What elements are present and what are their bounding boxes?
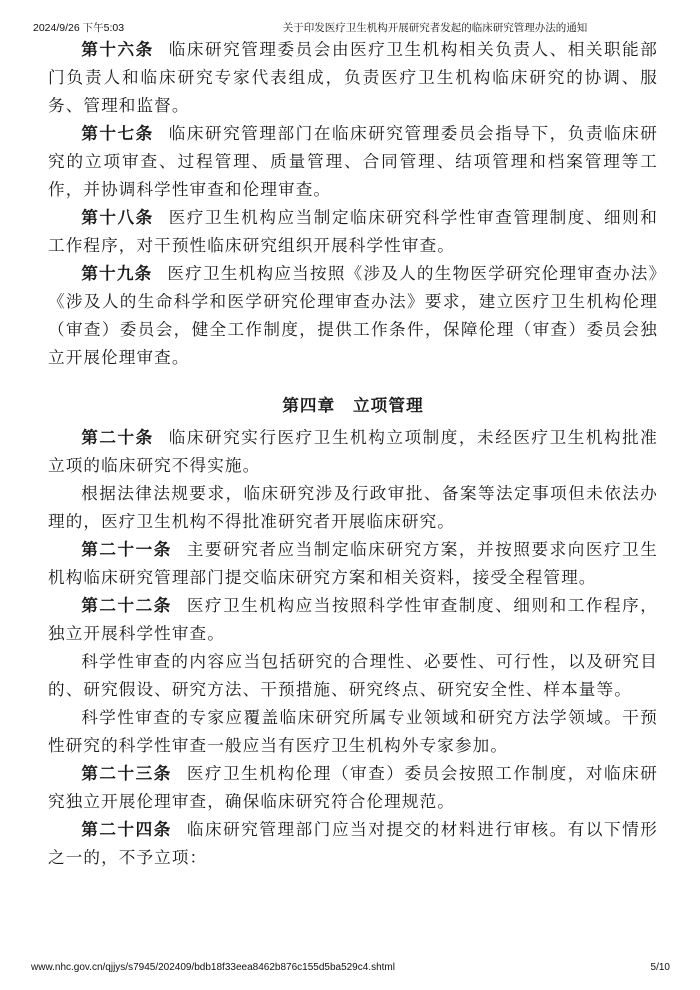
chapter-heading: 第四章 立项管理: [282, 396, 424, 415]
article-number: 第二十四条: [81, 820, 172, 839]
article-text: 医疗卫生机构应当按照科学性审查制度、细则和工作程序，独立开展科学性审查。: [48, 596, 658, 643]
body-paragraph: [48, 704, 658, 760]
print-datetime: 2024/9/26 下午5:03: [33, 22, 125, 34]
article-number: 第十八条: [81, 208, 154, 227]
print-header: [0, 0, 700, 34]
article-text: 主要研究者应当制定临床研究方案，并按照要求向医疗卫生机构临床研究管理部门提交临床研究方案和相关资料，接受全程管理。: [48, 540, 658, 587]
article-number: 第十九条: [81, 264, 153, 283]
article-paragraph: [48, 424, 658, 480]
body-paragraph: [48, 480, 658, 536]
article-number: 第二十三条: [81, 764, 172, 783]
page-url[interactable]: www.nhc.gov.cn/qjjys/s7945/202409/bdb18f33eea8462b876c155d5ba529c4.shtml: [31, 962, 395, 973]
article-paragraph: [48, 260, 658, 372]
article-paragraph: [48, 816, 658, 872]
article-paragraph: [48, 760, 658, 816]
article-number: 第二十条: [81, 428, 154, 447]
article-paragraph: [48, 36, 658, 120]
paragraph-text: 根据法律法规要求，临床研究涉及行政审批、备案等法定事项但未依法办理的，医疗卫生机构不得批准研究者开展临床研究。: [48, 484, 658, 531]
article-number: 第二十一条: [81, 540, 172, 559]
article-text: 医疗卫生机构伦理（审查）委员会按照工作制度，对临床研究独立开展伦理审查，确保临床研究符合伦理规范。: [48, 764, 658, 811]
article-paragraph: [48, 592, 658, 648]
article-text: 临床研究实行医疗卫生机构立项制度，未经医疗卫生机构批准立项的临床研究不得实施。: [48, 428, 658, 475]
print-footer: [0, 960, 700, 980]
article-paragraph: [48, 204, 658, 260]
page-number: 5/10: [650, 962, 670, 973]
article-text: 临床研究管理部门在临床研究管理委员会指导下，负责临床研究的立项审查、过程管理、质量管理、合同管理、结项管理和档案管理等工作，并协调科学性审查和伦理审查。: [48, 124, 658, 199]
article-number: 第十六条: [81, 40, 154, 59]
article-number: 第十七条: [81, 124, 154, 143]
paragraph-text: 科学性审查的内容应当包括研究的合理性、必要性、可行性，以及研究目的、研究假设、研究方法、干预措施、研究终点、研究安全性、样本量等。: [48, 652, 658, 699]
article-text: 临床研究管理部门应当对提交的材料进行审核。有以下情形之一的，不予立项：: [48, 820, 658, 867]
paragraph-text: 科学性审查的专家应覆盖临床研究所属专业领域和研究方法学领域。干预性研究的科学性审查一般应当有医疗卫生机构外专家参加。: [48, 708, 658, 755]
article-number: 第二十二条: [81, 596, 172, 615]
article-text: 医疗卫生机构应当制定临床研究科学性审查管理制度、细则和工作程序，对干预性临床研究组织开展科学性审查。: [48, 208, 658, 255]
print-document-title: 关于印发医疗卫生机构开展研究者发起的临床研究管理办法的通知: [282, 22, 588, 34]
article-paragraph: [48, 536, 658, 592]
document-body: [48, 36, 658, 872]
article-text: 临床研究管理委员会由医疗卫生机构相关负责人、相关职能部门负责人和临床研究专家代表组成，负责医疗卫生机构临床研究的协调、服务、管理和监督。: [48, 40, 658, 115]
body-paragraph: [48, 648, 658, 704]
article-text: 医疗卫生机构应当按照《涉及人的生物医学研究伦理审查办法》《涉及人的生命科学和医学研究伦理审查办法》要求，建立医疗卫生机构伦理（审查）委员会，健全工作制度，提供工作条件，保障伦理（审查）委员会独立开展伦理审查。: [48, 264, 659, 367]
article-paragraph: [48, 120, 658, 204]
